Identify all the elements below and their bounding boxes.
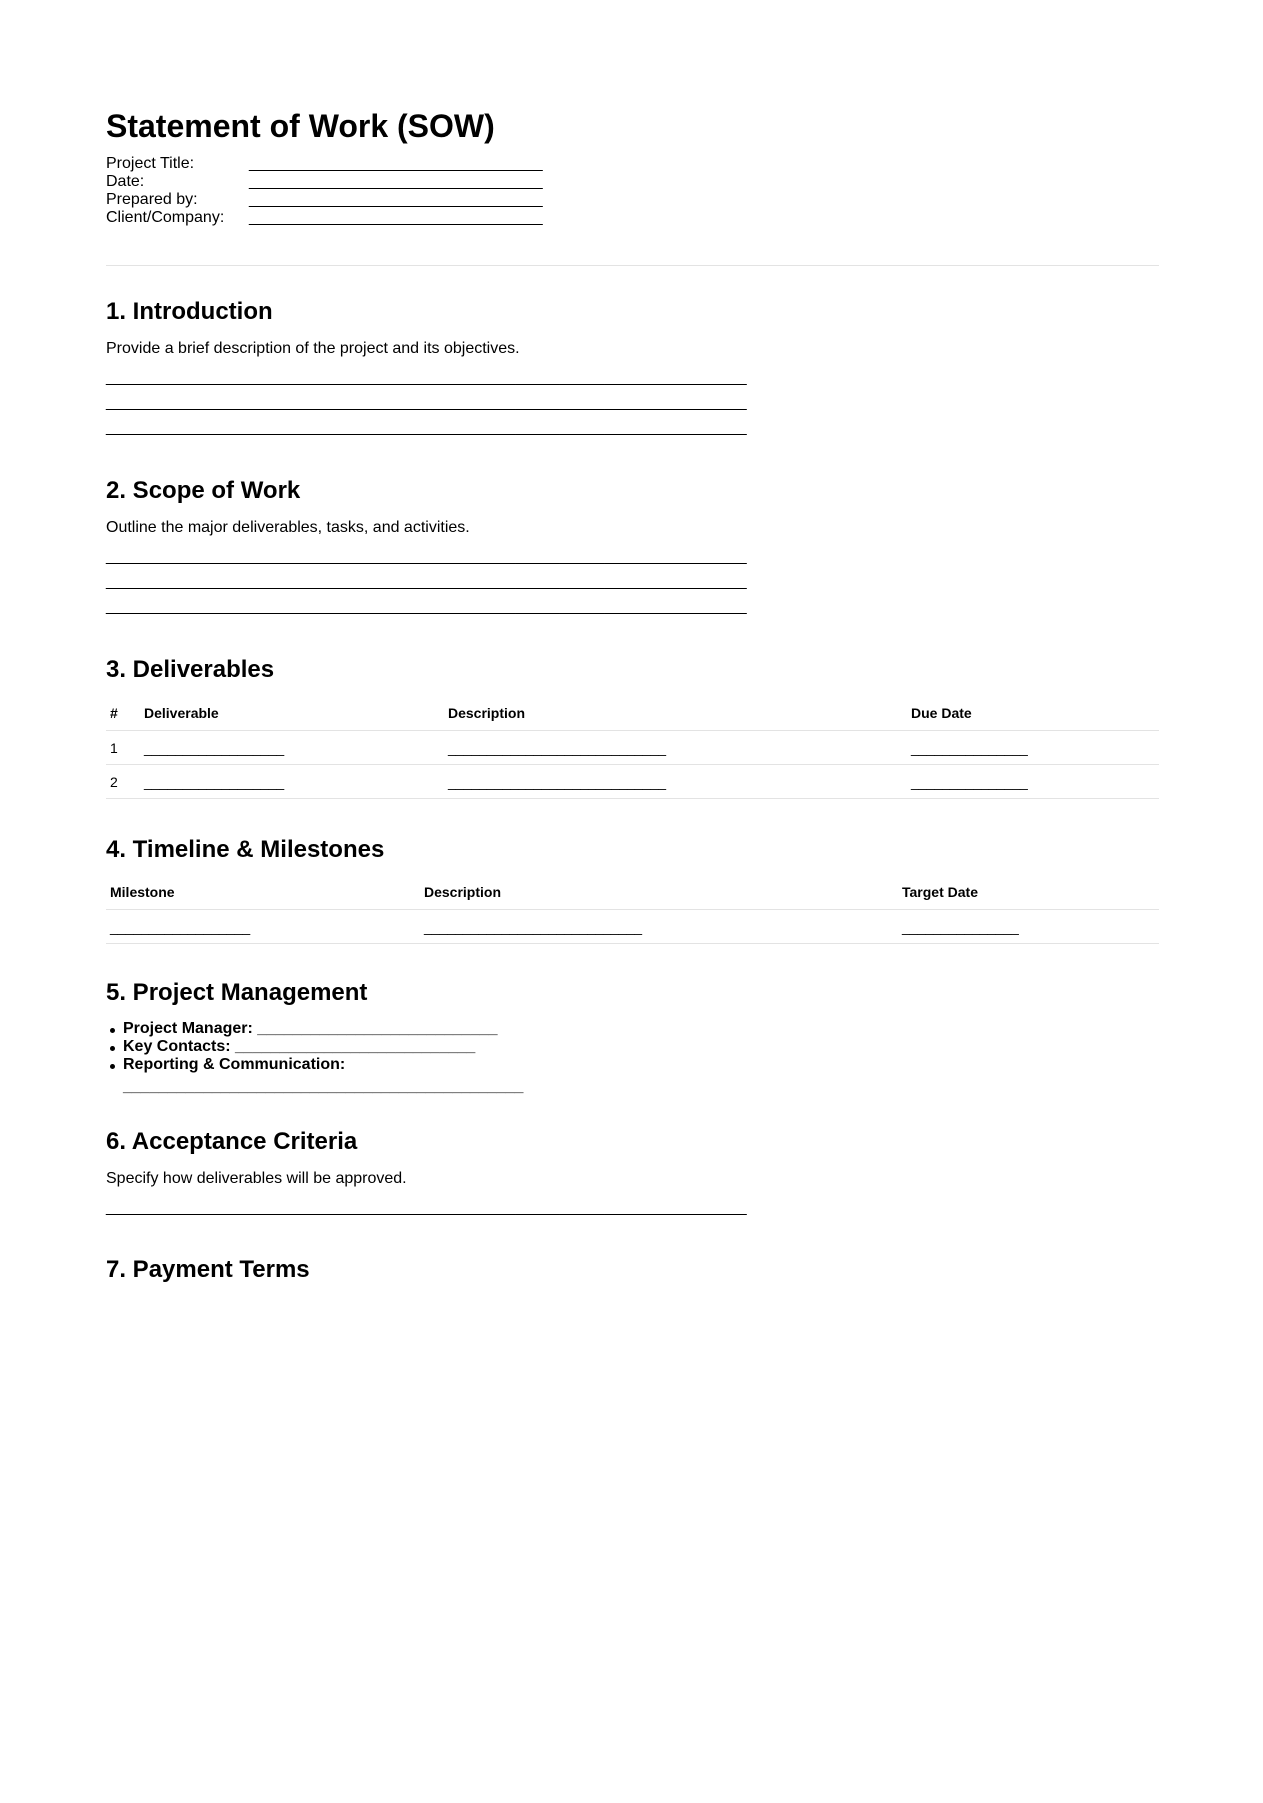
row-number: 1 [106,731,140,765]
target-date-field[interactable]: _______________ [898,910,1159,944]
document-title: Statement of Work (SOW) [106,108,495,144]
scope-line-3[interactable]: ________________________________________________________________________ [106,598,747,615]
list-item-reporting [123,1056,1159,1096]
col-number: # [106,696,140,731]
acceptance-heading: 6. Acceptance Criteria [106,1128,358,1155]
section-acceptance-criteria [106,1128,1159,1220]
col-description: Description [444,696,907,731]
scope-line-1[interactable]: ________________________________________________________________________ [106,548,747,565]
introduction-line-2[interactable]: ________________________________________________________________________ [106,394,747,411]
payment-terms-heading: 7. Payment Terms [106,1256,310,1283]
col-milestone: Milestone [106,875,420,910]
list-item-key-contacts [123,1038,1159,1056]
introduction-line-1[interactable]: ________________________________________________________________________ [106,369,747,386]
col-description: Description [420,875,898,910]
introduction-description: Provide a brief description of the project and its objectives. [106,340,520,357]
row-number: 2 [106,765,140,799]
date-label: Date: [106,173,145,190]
introduction-line-3[interactable]: ________________________________________________________________________ [106,419,747,436]
header-divider [106,265,1159,266]
description-field[interactable]: ____________________________ [420,910,898,944]
project-title-field[interactable]: _________________________________ [249,155,543,172]
timeline-header-row [106,875,1159,910]
project-title-label: Project Title: [106,155,195,172]
reporting-label: Reporting & Communication: [123,1056,346,1073]
col-target-date: Target Date [898,875,1159,910]
project-management-list [106,1020,1159,1096]
description-field[interactable]: ____________________________ [444,765,907,799]
milestone-field[interactable]: __________________ [106,910,420,944]
deliverable-field[interactable]: __________________ [140,765,444,799]
section-scope-of-work [106,477,1159,619]
project-management-heading: 5. Project Management [106,979,368,1006]
key-contacts-field[interactable]: ___________________________ [235,1038,476,1055]
scope-heading: 2. Scope of Work [106,477,301,504]
due-date-field[interactable]: _______________ [907,765,1159,799]
reporting-field[interactable]: _____________________________________________ [123,1078,524,1095]
date-field[interactable]: _________________________________ [249,173,543,190]
table-row [106,910,1159,944]
prepared-by-label: Prepared by: [106,191,198,208]
list-item-project-manager [123,1020,1159,1038]
col-deliverable: Deliverable [140,696,444,731]
key-contacts-label: Key Contacts: [123,1038,231,1055]
project-manager-label: Project Manager: [123,1020,253,1037]
section-deliverables [106,656,1159,799]
client-company-label: Client/Company: [106,209,225,226]
deliverable-field[interactable]: __________________ [140,731,444,765]
col-due-date: Due Date [907,696,1159,731]
client-company-field[interactable]: _________________________________ [249,209,543,226]
deliverables-table [106,696,1159,799]
section-payment-terms [106,1256,1159,1284]
description-field[interactable]: ____________________________ [444,731,907,765]
scope-line-2[interactable]: ________________________________________________________________________ [106,573,747,590]
acceptance-description: Specify how deliverables will be approved. [106,1170,407,1187]
deliverables-header-row [106,696,1159,731]
section-project-management [106,979,1159,1096]
timeline-table [106,875,1159,944]
introduction-heading: 1. Introduction [106,298,273,325]
section-introduction [106,298,1159,440]
due-date-field[interactable]: _______________ [907,731,1159,765]
prepared-by-field[interactable]: _________________________________ [249,191,543,208]
timeline-heading: 4. Timeline & Milestones [106,836,385,863]
project-manager-field[interactable]: ___________________________ [257,1020,498,1037]
section-timeline [106,836,1159,944]
acceptance-line-1[interactable]: ________________________________________________________________________ [106,1199,747,1216]
table-row [106,731,1159,765]
deliverables-heading: 3. Deliverables [106,656,275,683]
table-row [106,765,1159,799]
scope-description: Outline the major deliverables, tasks, and activities. [106,519,470,536]
